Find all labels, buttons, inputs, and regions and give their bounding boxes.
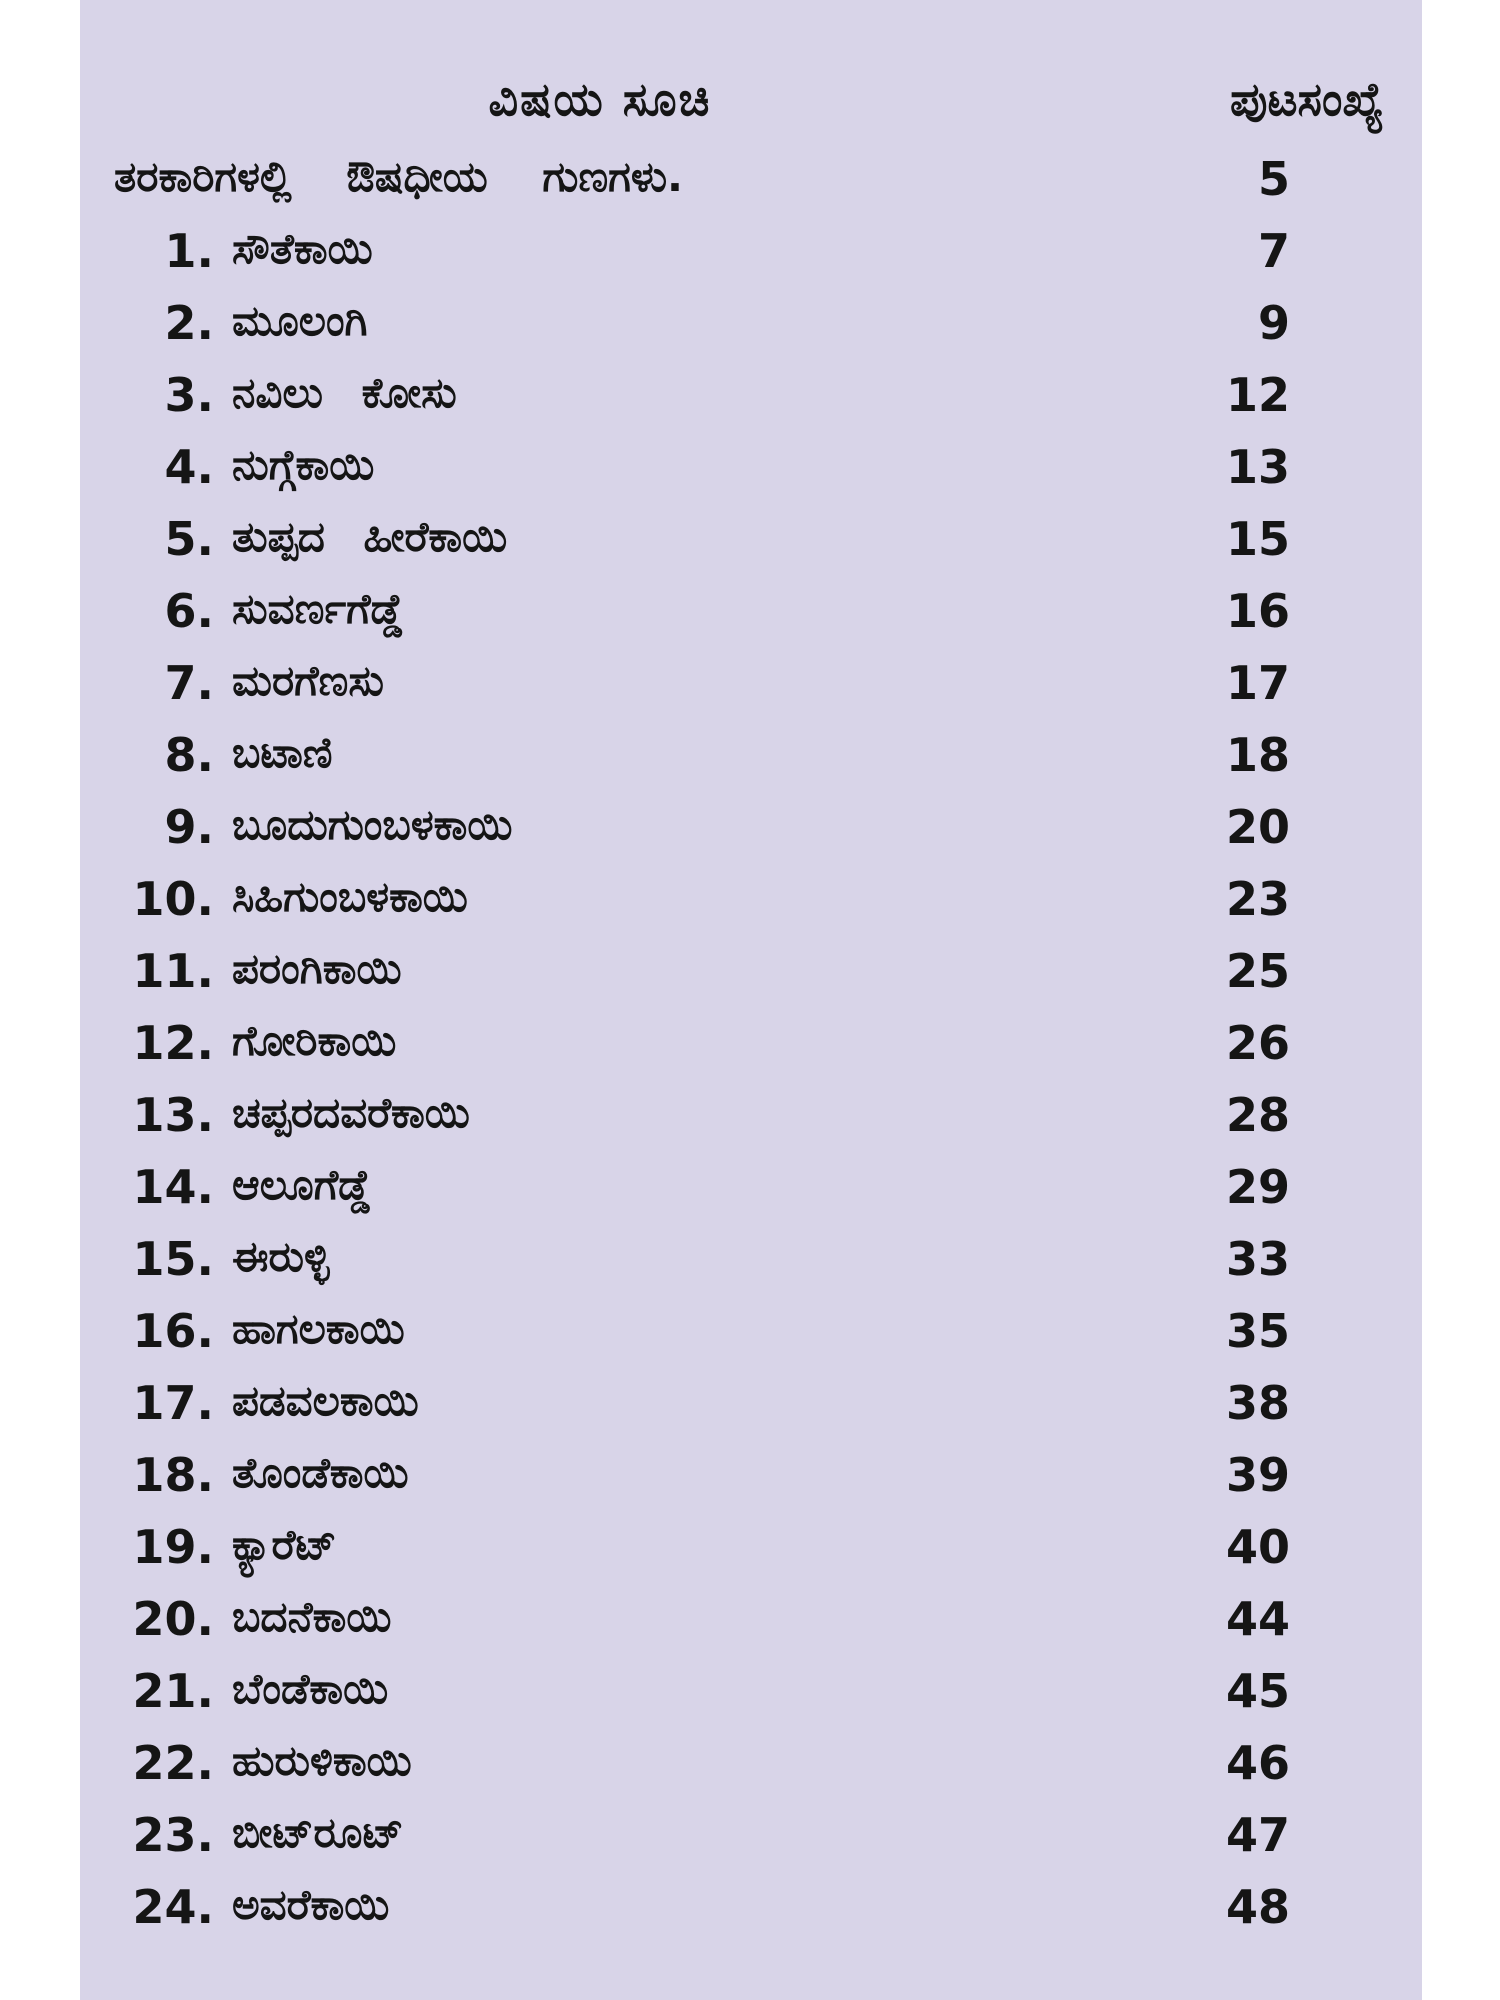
item-page-number: 39 xyxy=(1225,1448,1290,1502)
item-label: ಹುರುಳಿಕಾಯಿ xyxy=(232,1736,412,1785)
item-page-number: 35 xyxy=(1225,1304,1290,1358)
contents-row xyxy=(80,1448,1422,1520)
item-page-number: 46 xyxy=(1225,1736,1290,1790)
item-number: 7. xyxy=(164,656,214,710)
item-label: ಮರಗೆಣಸು xyxy=(232,656,384,705)
item-page-number: 12 xyxy=(1225,368,1290,422)
item-number: 11. xyxy=(132,944,214,998)
item-label: ಬೂದುಗುಂಬಳಕಾಯಿ xyxy=(232,800,513,849)
item-number: 23. xyxy=(132,1808,214,1862)
item-page-number: 20 xyxy=(1225,800,1290,854)
item-label: ತುಪ್ಪದ ಹೀರೆಕಾಯಿ xyxy=(232,512,508,561)
item-page-number: 40 xyxy=(1225,1520,1290,1574)
page-number-heading: ಪುಟಸಂಖ್ಯೆ xyxy=(1230,72,1384,126)
item-label: ಬದನೆಕಾಯಿ xyxy=(232,1592,392,1641)
item-page-number: 18 xyxy=(1225,728,1290,782)
item-page-number: 17 xyxy=(1225,656,1290,710)
contents-row xyxy=(80,1736,1422,1808)
item-page-number: 45 xyxy=(1225,1664,1290,1718)
item-label: ನುಗ್ಗೆಕಾಯಿ xyxy=(232,440,375,489)
contents-row xyxy=(80,728,1422,800)
contents-row xyxy=(80,512,1422,584)
contents-row xyxy=(80,1592,1422,1664)
item-page-number: 33 xyxy=(1225,1232,1290,1286)
item-number: 16. xyxy=(132,1304,214,1358)
contents-row xyxy=(80,1016,1422,1088)
item-label: ಪಡವಲಕಾಯಿ xyxy=(232,1376,419,1425)
intro-page-number: 5 xyxy=(1257,152,1290,206)
item-label: ಸೌತೆಕಾಯಿ xyxy=(232,224,373,273)
contents-row xyxy=(80,800,1422,872)
item-number: 22. xyxy=(132,1736,214,1790)
item-number: 15. xyxy=(132,1232,214,1286)
item-label: ನವಿಲು ಕೋಸು xyxy=(232,368,457,417)
contents-row xyxy=(80,368,1422,440)
item-page-number: 29 xyxy=(1225,1160,1290,1214)
contents-row xyxy=(80,1160,1422,1232)
item-number: 12. xyxy=(132,1016,214,1070)
item-number: 20. xyxy=(132,1592,214,1646)
item-page-number: 38 xyxy=(1225,1376,1290,1430)
item-number: 13. xyxy=(132,1088,214,1142)
item-number: 3. xyxy=(164,368,214,422)
item-label: ತೊಂಡೆಕಾಯಿ xyxy=(232,1448,409,1497)
item-page-number: 23 xyxy=(1225,872,1290,926)
item-label: ಸುವರ್ಣಗೆಡ್ಡೆ xyxy=(232,584,404,633)
item-number: 9. xyxy=(164,800,214,854)
page-title: ವಿಷಯ ಸೂಚಿ xyxy=(488,72,712,126)
item-page-number: 48 xyxy=(1225,1880,1290,1934)
item-number: 19. xyxy=(132,1520,214,1574)
contents-row xyxy=(80,296,1422,368)
item-page-number: 15 xyxy=(1225,512,1290,566)
item-number: 6. xyxy=(164,584,214,638)
item-number: 8. xyxy=(164,728,214,782)
contents-row xyxy=(80,656,1422,728)
item-number: 18. xyxy=(132,1448,214,1502)
item-number: 17. xyxy=(132,1376,214,1430)
contents-row xyxy=(80,1304,1422,1376)
item-label: ಈರುಳ್ಳಿ xyxy=(232,1232,330,1281)
contents-row xyxy=(80,1232,1422,1304)
contents-row xyxy=(80,1808,1422,1880)
contents-list xyxy=(80,224,1422,1952)
contents-row xyxy=(80,1088,1422,1160)
document-page xyxy=(80,0,1422,2000)
item-label: ಕ್ಯಾರೆಟ್ xyxy=(232,1520,337,1569)
item-page-number: 26 xyxy=(1225,1016,1290,1070)
item-number: 1. xyxy=(164,224,214,278)
contents-row xyxy=(80,224,1422,296)
item-page-number: 7 xyxy=(1257,224,1290,278)
contents-row xyxy=(80,1880,1422,1952)
contents-row xyxy=(80,1664,1422,1736)
item-label: ಬೆಂಡೆಕಾಯಿ xyxy=(232,1664,389,1713)
intro-label: ತರಕಾರಿಗಳಲ್ಲಿ ಔಷಧೀಯ ಗುಣಗಳು. xyxy=(114,152,684,201)
item-page-number: 25 xyxy=(1225,944,1290,998)
contents-row xyxy=(80,872,1422,944)
contents-row xyxy=(80,1376,1422,1448)
item-number: 10. xyxy=(132,872,214,926)
item-label: ಬೀಟ್‌ರೂಟ್ xyxy=(232,1808,404,1857)
item-label: ಗೋರಿಕಾಯಿ xyxy=(232,1016,397,1065)
item-number: 4. xyxy=(164,440,214,494)
item-label: ಅವರೆಕಾಯಿ xyxy=(232,1880,390,1929)
item-number: 14. xyxy=(132,1160,214,1214)
intro-row xyxy=(114,152,1374,212)
item-label: ಆಲೂಗೆಡ್ಡೆ xyxy=(232,1160,372,1209)
item-page-number: 47 xyxy=(1225,1808,1290,1862)
item-number: 5. xyxy=(164,512,214,566)
contents-row xyxy=(80,944,1422,1016)
item-label: ಬಟಾಣಿ xyxy=(232,728,333,777)
item-page-number: 44 xyxy=(1225,1592,1290,1646)
item-page-number: 13 xyxy=(1225,440,1290,494)
item-label: ಪರಂಗಿಕಾಯಿ xyxy=(232,944,402,993)
item-page-number: 16 xyxy=(1225,584,1290,638)
item-page-number: 9 xyxy=(1257,296,1290,350)
contents-row xyxy=(80,440,1422,512)
item-number: 2. xyxy=(164,296,214,350)
item-label: ಮೂಲಂಗಿ xyxy=(232,296,368,345)
item-label: ಹಾಗಲಕಾಯಿ xyxy=(232,1304,405,1353)
item-number: 21. xyxy=(132,1664,214,1718)
contents-row xyxy=(80,584,1422,656)
item-label: ಸಿಹಿಗುಂಬಳಕಾಯಿ xyxy=(232,872,468,921)
contents-row xyxy=(80,1520,1422,1592)
item-page-number: 28 xyxy=(1225,1088,1290,1142)
item-number: 24. xyxy=(132,1880,214,1934)
item-label: ಚಪ್ಪರದವರೆಕಾಯಿ xyxy=(232,1088,470,1137)
